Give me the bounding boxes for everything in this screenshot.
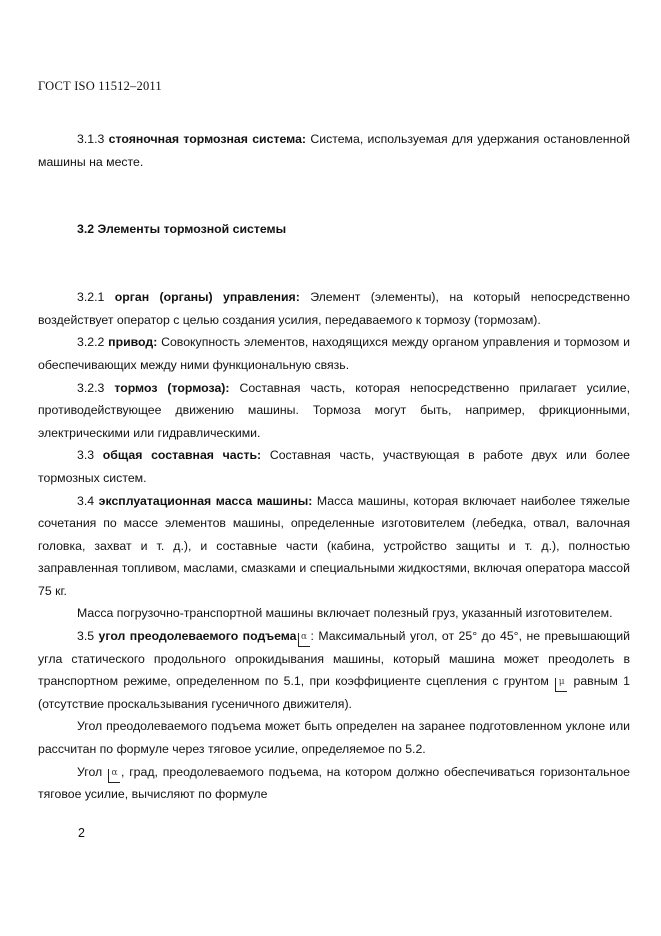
clause-3-4	[38, 490, 630, 603]
clause-3-2-3	[38, 377, 630, 445]
page-number: 2	[78, 826, 85, 840]
clause-number: 3.2.2	[77, 335, 105, 350]
clause-3-5-formula-intro	[38, 761, 630, 806]
clause-text: Масса машины, которая включает наиболее тяжелые сочетания по массе элементов машины, определенные изготовителем (лебедка, отвал, валочная головка, захват и т. д.), и составные части (кабина, устройство защиты и т. д.), полностью заправленная топливом, маслами, смазками и специальными жидкостями, включая оператора массой 75 кг.	[38, 493, 630, 598]
clause-term: орган (органы) управления:	[114, 290, 300, 305]
clause-text-cont: равным 1 (отсутствие проскальзывания гусеничного движителя).	[38, 674, 630, 711]
alpha-symbol-icon: α	[108, 769, 120, 783]
clause-term: стояночная тормозная система:	[108, 132, 307, 146]
clause-number: 3.5	[77, 629, 95, 644]
alpha-symbol-icon: α	[298, 633, 310, 647]
document-header: ГОСТ ISO 11512–2011	[38, 79, 162, 93]
section-heading-3-2: 3.2 Элементы тормозной системы	[77, 222, 287, 237]
clause-3-5	[38, 625, 630, 715]
clause-number: 3.4	[77, 493, 95, 508]
clause-number: 3.2.1	[77, 290, 105, 305]
document-body	[38, 128, 630, 806]
clause-3-2-1	[38, 286, 630, 331]
clause-text: Элемент (элементы), на который непосредственно воздействует оператор с целью создания усилия, передаваемого к тормозу (тормозам).	[38, 290, 630, 327]
clause-3-2-2	[38, 331, 630, 376]
clause-3-1-3	[38, 128, 630, 173]
clause-term: угол преодолеваемого подъема	[98, 629, 297, 644]
clause-text: Составная часть, участвующая в работе двух или более тормозных систем.	[38, 448, 631, 485]
clause-term: общая составная часть:	[102, 448, 262, 463]
clause-text: Составная часть, которая непосредственно прилагает усилие, противодействующее движению машины. Тормоза могут быть, например, фрикционными, электрическими или гидравлическими.	[38, 380, 630, 440]
clause-text: Совокупность элементов, находящихся между органом управления и тормозом и обеспечивающих между ними функциональную связь.	[38, 335, 631, 372]
text-fragment: , град, преодолеваемого подъема, на котором должно обеспечиваться горизонтальное тяговое усилие, вычисляют по формуле	[38, 764, 630, 802]
clause-term: эксплуатационная масса машины:	[98, 493, 313, 508]
text-fragment: Угол	[77, 764, 103, 779]
mu-symbol-icon: μ	[555, 678, 567, 692]
clause-number: 3.3	[77, 448, 95, 463]
clause-number: 3.1.3	[77, 132, 105, 146]
clause-text: : Максимальный угол, от 25° до 45°, не превышающий угла статического продольного опрокидывания машины, который машина может преодолеть в транспортном режиме, определенном по 5.1, при коэффициенте сцепления с грунтом	[38, 629, 630, 689]
clause-term: привод:	[108, 335, 158, 350]
clause-text: Система, используемая для удержания остановленной машины на месте.	[38, 132, 631, 169]
clause-term: тормоз (тормоза):	[114, 380, 230, 395]
clause-3-4-note: Масса погрузочно-транспортной машины включает полезный груз, указанный изготовителем.	[77, 606, 613, 621]
clause-3-5-note: Угол преодолеваемого подъема может быть определен на заранее подготовленном уклоне или рассчитан по формуле через тяговое усилие, определяемое по 5.2.	[38, 719, 630, 757]
clause-number: 3.2.3	[77, 380, 105, 395]
clause-3-3	[38, 444, 630, 489]
